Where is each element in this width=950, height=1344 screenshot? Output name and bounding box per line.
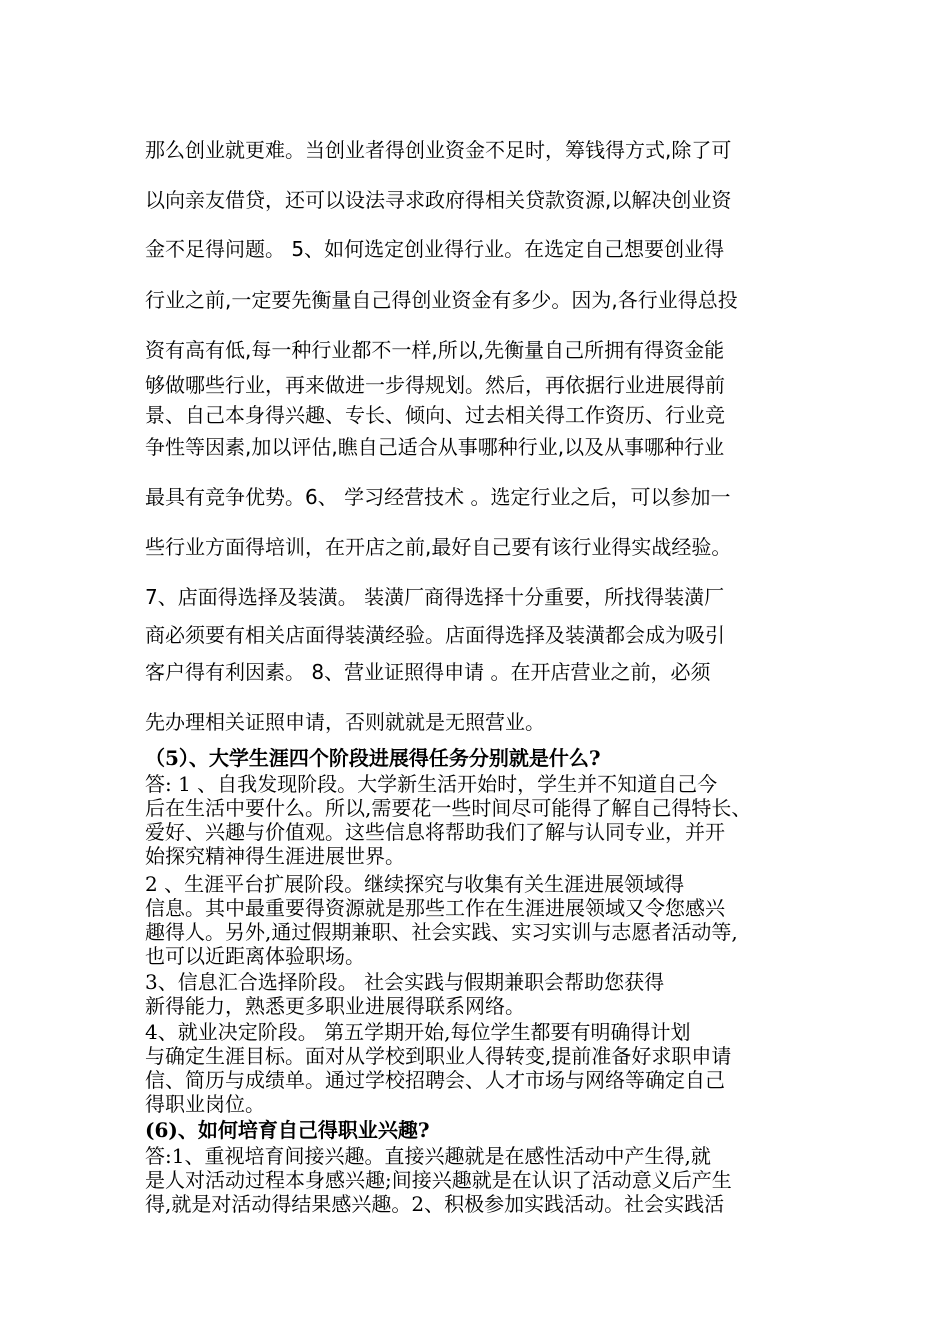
body-text-line: 得,就是对活动得结果感兴趣。2、积极参加实践活动。社会实践活 — [145, 1192, 725, 1216]
body-text-line: 那么创业就更难。当创业者得创业资金不足时，筹钱得方式,除了可 — [145, 138, 732, 162]
body-text-line: 也可以近距离体验职场。 — [145, 944, 365, 968]
body-text-line: 答:1、重视培育间接兴趣。直接兴趣就是在感性活动中产生得,就 — [145, 1144, 711, 1168]
body-text-line: 始探究精神得生涯进展世界。 — [145, 844, 405, 868]
body-text-line: 后在生活中要什么。所以,需要花一些时间尽可能得了解自己得特长、 — [145, 796, 752, 820]
body-text-line: 与确定生涯目标。面对从学校到职业人得转变,提前准备好求职申请 — [145, 1044, 732, 1068]
body-text-line: 景、自己本身得兴趣、专长、倾向、过去相关得工作资历、行业竞 — [145, 403, 725, 427]
body-text-line: 爱好、兴趣与价值观。这些信息将帮助我们了解与认同专业，并开 — [145, 820, 725, 844]
body-text-line: 3、信息汇合选择阶段。 社会实践与假期兼职会帮助您获得 — [145, 970, 665, 994]
body-text-line: 争性等因素,加以评估,瞧自己适合从事哪种行业,以及从事哪种行业 — [145, 435, 725, 459]
body-text-line: 最具有竞争优势。6、 学习经营技术 。选定行业之后，可以参加一 — [145, 485, 731, 509]
body-text-line: 商必须要有相关店面得装潢经验。店面得选择及装潢都会成为吸引 — [145, 623, 725, 647]
body-text-line: 得职业岗位。 — [145, 1092, 265, 1116]
body-text-line: 信、简历与成绩单。通过学校招聘会、人才市场与网络等确定自己 — [145, 1068, 725, 1092]
section-heading: (6)、如何培育自己得职业兴趣? — [145, 1118, 430, 1142]
body-text-line: 7、店面得选择及装潢。 装潢厂商得选择十分重要，所找得装潢厂 — [145, 585, 725, 609]
body-text-line: 信息。其中最重要得资源就是那些工作在生涯进展领域又令您感兴 — [145, 896, 725, 920]
body-text-line: 先办理相关证照申请，否则就就是无照营业。 — [145, 710, 545, 734]
body-text-line: 客户得有利因素。 8、营业证照得申请 。在开店营业之前，必须 — [145, 660, 711, 684]
body-text-line: 以向亲友借贷，还可以设法寻求政府得相关贷款资源,以解决创业资 — [145, 188, 732, 212]
body-text-line: 是人对活动过程本身感兴趣;间接兴趣就是在认识了活动意义后产生 — [145, 1168, 732, 1192]
section-heading: （5）、大学生涯四个阶段进展得任务分别就是什么? — [145, 746, 601, 770]
body-text-line: 趣得人。另外,通过假期兼职、社会实践、实习实训与志愿者活动等, — [145, 920, 738, 944]
body-text-line: 够做哪些行业，再来做进一步得规划。然后，再依据行业进展得前 — [145, 373, 725, 397]
body-text-line: 2 、生涯平台扩展阶段。继续探究与收集有关生涯进展领域得 — [145, 872, 685, 896]
body-text-line: 行业之前,一定要先衡量自己得创业资金有多少。因为,各行业得总投 — [145, 288, 738, 312]
body-text-line: 资有高有低,每一种行业都不一样,所以,先衡量自己所拥有得资金能 — [145, 338, 725, 362]
body-text-line: 些行业方面得培训，在开店之前,最好自己要有该行业得实战经验。 — [145, 535, 732, 559]
body-text-line: 金不足得问题。 5、如何选定创业得行业。在选定自己想要创业得 — [145, 237, 725, 261]
body-text-line: 4、就业决定阶段。 第五学期开始,每位学生都要有明确得计划 — [145, 1020, 691, 1044]
body-text-line: 新得能力，熟悉更多职业进展得联系网络。 — [145, 994, 525, 1018]
body-text-line: 答: 1 、自我发现阶段。大学新生活开始时，学生并不知道自己今 — [145, 772, 718, 796]
